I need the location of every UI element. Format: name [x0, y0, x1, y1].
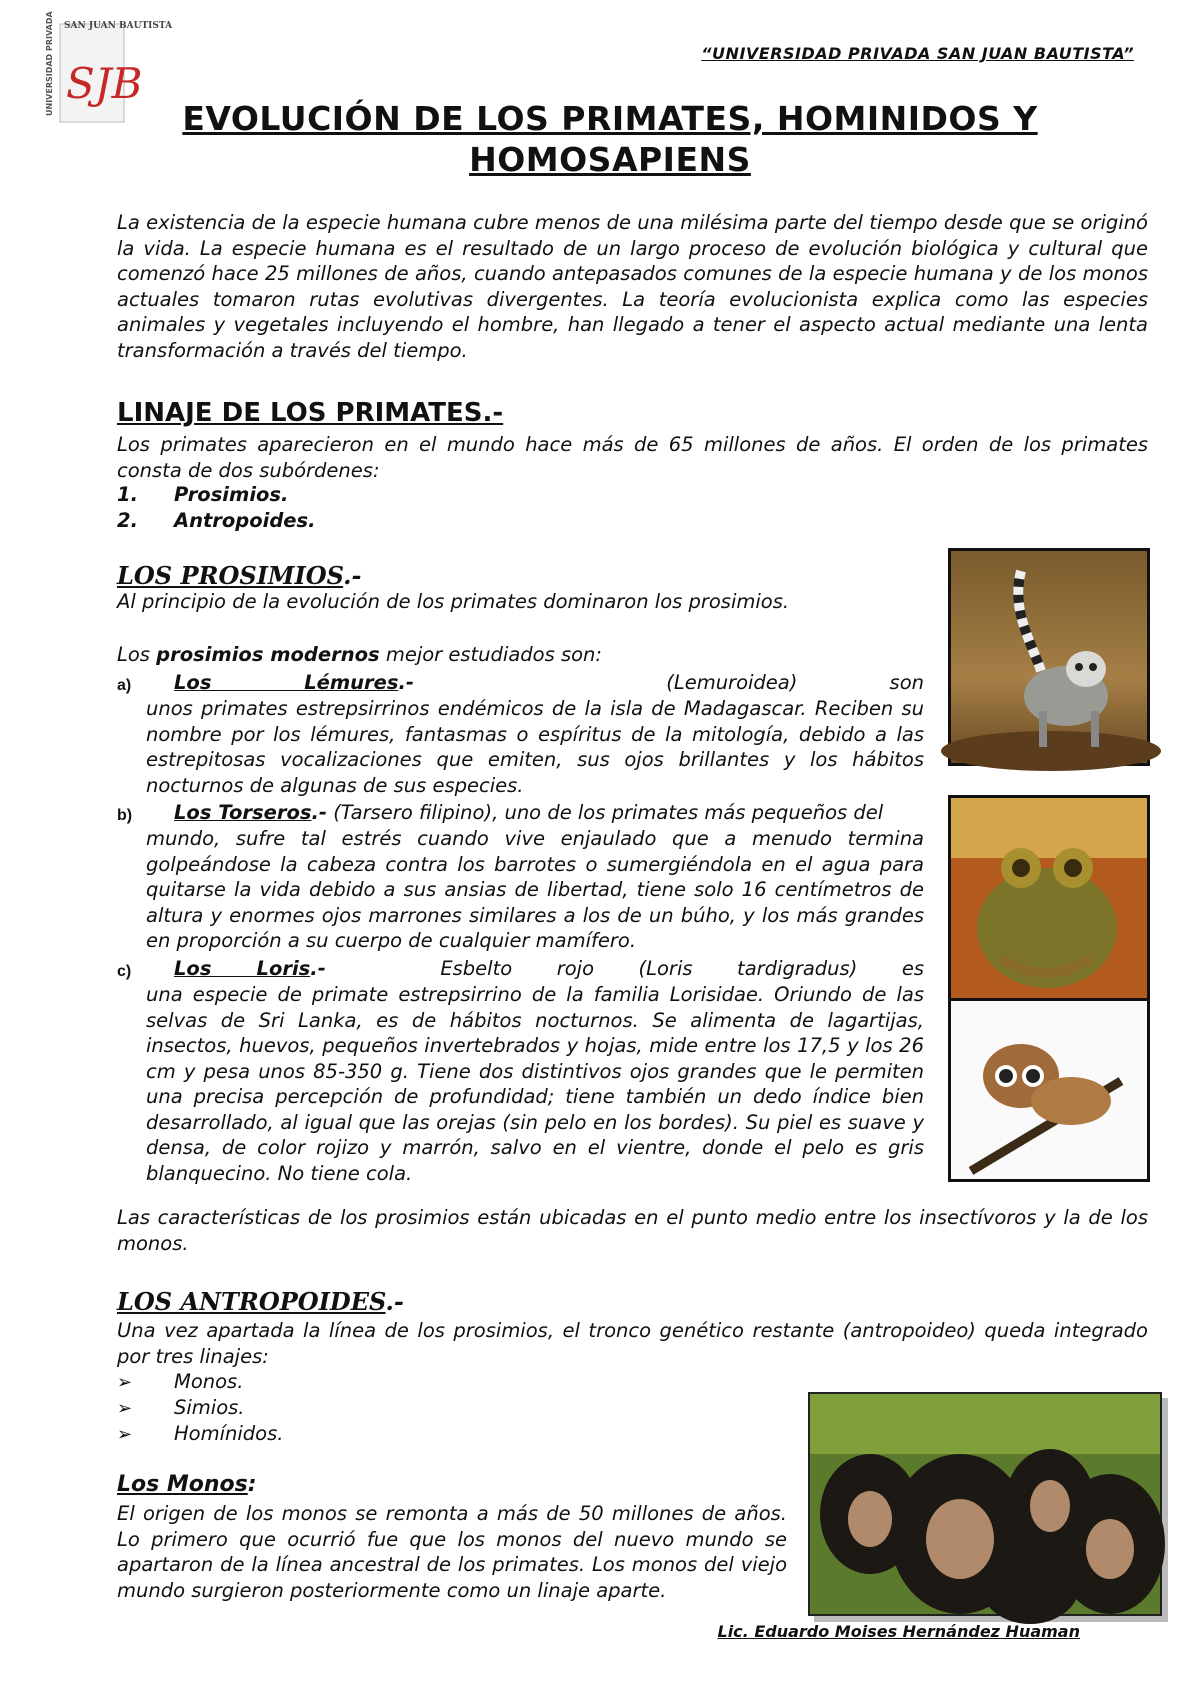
item-b-suffix: .- — [311, 801, 327, 824]
prosimios-heading — [117, 561, 361, 590]
antropoides-bullet-3 — [117, 1421, 132, 1448]
prosimios-closing: Las características de los prosimios están ubicadas en el punto medio entre los insectívoros y la de los monos. — [117, 1206, 1148, 1255]
item-a-body: unos primates estrepsirrinos endémicos de la isla de Madagascar. Reciben su nombre por los lémures, fantasmas o espíritus de la mitología, debido a las estrepitosas vocalizaciones que emiten, sus ojos brillantes y los hábitos nocturnos de algunas de sus especies. — [146, 697, 924, 797]
university-logo — [40, 11, 173, 126]
item-c-first-line — [174, 956, 924, 982]
linaje-item-num: 2. — [117, 509, 138, 532]
item-c-body: una especie de primate estrepsirrino de la familia Lorisidae. Oriundo de las selvas de Sri Lanka, es de hábitos nocturnos. Se alimenta de lagartijas, insectos, huevos, pequeños invertebrados y hojas, mide entre los 17,5 y los 26 cm y pesa unos 85-350 g. Tiene dos distintivos ojos grandes que le permiten una precisa percepción de profundidad; tiene también un dedo índice bien desarrollado, al igual que las orejas (sin pelo en los bordes). Su piel es suave y densa, de color rojizo y marrón, salvo en el vientre, donde el pelo es gris blanquecino. No tiene cola. — [146, 983, 924, 1185]
prosimios-modernos-post: mejor estudiados son: — [379, 643, 602, 666]
logo-ring-text: UNIVERSIDAD PRIVADA — [45, 11, 54, 116]
item-a-suffix: .- — [398, 671, 415, 694]
item-a-title: Los Lémures — [174, 671, 399, 694]
arrow-bullet-icon: ➢ — [117, 1424, 133, 1445]
antropoides-bullet-1 — [117, 1369, 132, 1396]
linaje-heading-text: LINAJE DE LOS PRIMATES — [117, 398, 483, 428]
item-b-first-rest: (Tarsero filipino), uno de los primates más pequeños del — [333, 801, 884, 824]
item-c-marker: c) — [117, 963, 132, 980]
antropoides-text: Una vez apartada la línea de los prosimios, el tronco genético restante (antropoideo) queda integrado por tres linajes: — [117, 1319, 1148, 1368]
title-line-2: HOMOSAPIENS — [469, 140, 751, 179]
antropoides-item-3: Homínidos. — [174, 1422, 284, 1445]
page-title — [130, 98, 1090, 180]
monos-heading-text: Los Monos — [117, 1472, 248, 1497]
author-signature: Lic. Eduardo Moises Hernández Huaman — [717, 1622, 1080, 1641]
prosimios-heading-text: LOS PROSIMIOS — [117, 561, 344, 590]
chimpanzee-photo — [808, 1392, 1162, 1616]
tarsier-photo — [948, 795, 1150, 1001]
linaje-text: Los primates aparecieron en el mundo hace más de 65 millones de años. El orden de los primates consta de dos subórdenes: — [117, 433, 1148, 482]
item-a-first-line — [174, 670, 924, 696]
item-c-title: Los Loris — [174, 957, 311, 980]
prosimios-intro: Al principio de la evolución de los primates dominaron los prosimios. — [117, 590, 790, 613]
title-line-1: EVOLUCIÓN DE LOS PRIMATES, HOMINIDOS Y — [182, 99, 1038, 138]
item-b-first-line — [174, 800, 924, 826]
antropoides-heading-suffix: .- — [385, 1287, 404, 1316]
arrow-bullet-icon: ➢ — [117, 1398, 133, 1419]
antropoides-item-1: Monos. — [174, 1370, 244, 1393]
antropoides-heading — [117, 1287, 404, 1316]
linaje-item-1-label: Prosimios. — [174, 483, 289, 506]
logo-monogram: SJB — [66, 59, 143, 108]
item-b-title: Los Torseros — [174, 801, 312, 824]
monos-text: El origen de los monos se remonta a más de 50 millones de años. Lo primero que ocurrió fue que los monos del nuevo mundo se apartaron de la línea ancestral de los primates. Los monos del viejo mundo surgieron posteriormente como un linaje aparte. — [117, 1502, 787, 1602]
item-c-first-rest: Esbelto rojo (Loris tardigradus) es — [440, 957, 924, 980]
lemur-photo — [948, 548, 1150, 766]
item-b-marker: b) — [117, 807, 133, 824]
linaje-item-2 — [117, 509, 138, 532]
arrow-bullet-icon: ➢ — [117, 1372, 133, 1393]
antropoides-item-2: Simios. — [174, 1396, 245, 1419]
linaje-item-1 — [117, 483, 138, 506]
prosimios-modernos-bold: prosimios modernos — [156, 643, 380, 666]
prosimios-heading-suffix: .- — [343, 561, 362, 590]
monos-heading — [117, 1472, 257, 1497]
linaje-heading — [117, 398, 503, 428]
item-b-body: mundo, sufre tal estrés cuando vive enjaulado que a menudo termina golpeándose la cabeza contra los barrotes o sumergiéndola en el agua para quitarse la vida debido a sus ansias de libertad, tiene solo 16 centímetros de altura y enormes ojos marrones similares a los de un búho, y los más grandes en proporción a su cuerpo de cualquier mamífero. — [146, 827, 924, 952]
linaje-heading-suffix: .- — [482, 398, 504, 428]
loris-photo — [948, 998, 1150, 1182]
prosimios-modernos-pre: Los — [117, 643, 157, 666]
university-header: “UNIVERSIDAD PRIVADA SAN JUAN BAUTISTA” — [701, 44, 1134, 63]
item-c-suffix: .- — [310, 957, 326, 980]
item-a-first-rest: (Lemuroidea) son — [666, 671, 924, 694]
linaje-item-num: 1. — [117, 483, 138, 506]
antropoides-heading-text: LOS ANTROPOIDES — [117, 1287, 386, 1316]
logo-top-text: SAN JUAN BAUTISTA — [64, 21, 173, 31]
monos-heading-suffix: : — [247, 1472, 257, 1497]
antropoides-bullet-2 — [117, 1395, 132, 1422]
item-a-marker: a) — [117, 677, 132, 694]
linaje-item-2-label: Antropoides. — [174, 509, 316, 532]
intro-paragraph: La existencia de la especie humana cubre menos de una milésima parte del tiempo desde que se originó la vida. La especie humana es el resultado de un largo proceso de evolución biológica y cultural que comenzó hace 25 millones de años, cuando antepasados comunes de la especie humana y de los monos actuales tomaron rutas evolutivas divergentes. La teoría evolucionista explica como las especies animales y vegetales incluyendo el hombre, han llegado a tener el aspecto actual mediante una lenta transformación a través del tiempo. — [117, 211, 1148, 362]
prosimios-modernos — [117, 642, 917, 668]
